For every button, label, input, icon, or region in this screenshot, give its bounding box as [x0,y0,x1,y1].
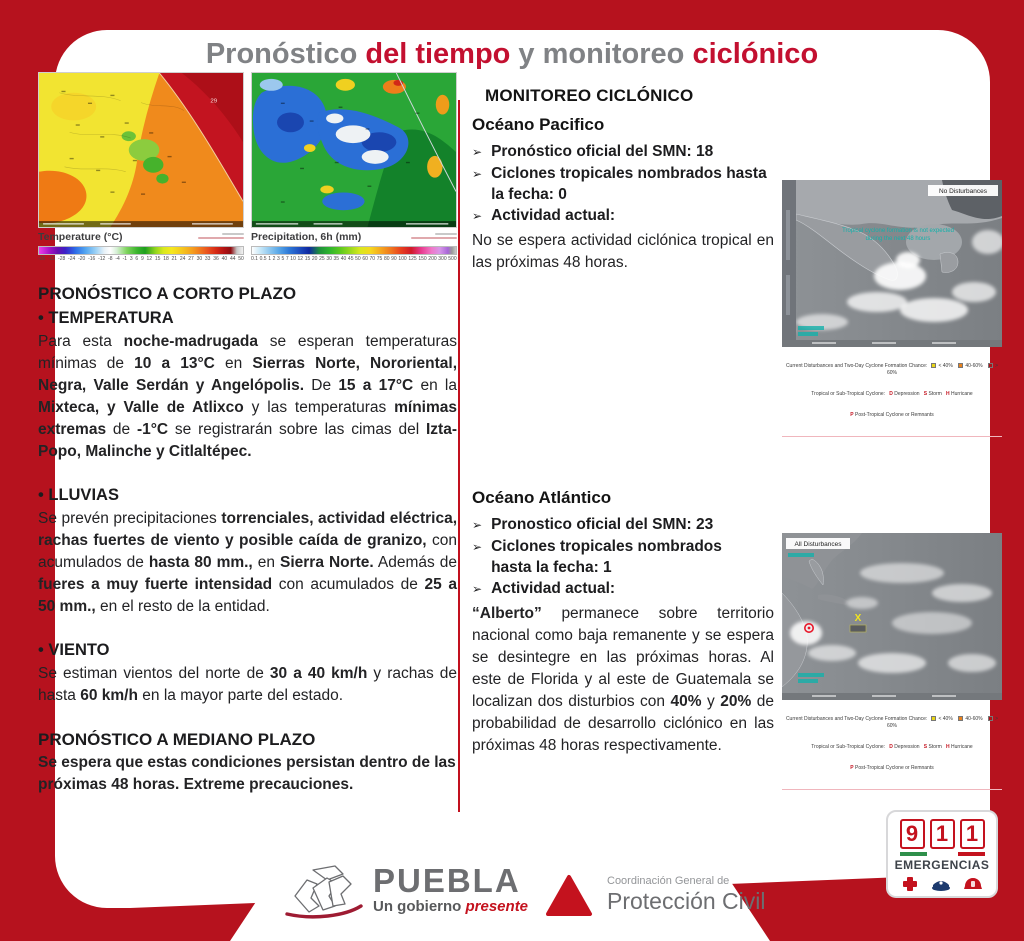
medium-term-paragraph: Se espera que estas condiciones persistan dentro de las próximas 48 horas. Extreme precauciones. [38,754,456,793]
proteccion-civil-logo [545,874,766,918]
temperature-paragraph: Para esta noche-madrugada se esperan temperaturas mínimas de 10 a 13°C en Sierras Norte, Nororiental, Negra, Valle Serdán y Angelópolis. De 15 a 17°C en la Mixteca, y Valle de Atlixco y las temperaturas mínimas extremas de -1°C se registrarán sobre las cimas del Izta-Popo, Malinche y Citlaltépec. [38,333,458,460]
pacific-activity-paragraph: No se espera actividad ciclónica tropical en las próximas 48 horas. [472,232,774,271]
pacific-annotation-line1: Tropical cyclone formation is not expected [842,228,954,234]
atlantic-satellite-image [782,533,1002,700]
pacific-bullet-2: Ciclones tropicales nombrados hasta la fecha: 0 [491,165,767,203]
wind-paragraph: Se estiman vientos del norte de 30 a 40 km/h y rachas de hasta 60 km/h en la mayor parte del estado. [38,665,458,704]
pacific-bullet-1: Pronóstico oficial del SMN: 18 [491,143,714,160]
pacific-bullet-list [472,141,774,227]
precipitation-colorbar [251,246,457,255]
pacific-title: Océano Pacifico [472,115,605,134]
temp-contour-label: 29 [210,98,218,105]
firefighter-helmet-icon [963,876,983,892]
atlantic-bullet-1: Pronostico oficial del SMN: 23 [491,516,714,533]
atlantic-bullet-list [472,514,774,600]
bullet-arrow-icon: ➢ [472,209,483,223]
satellite-legend [782,700,1002,790]
pacific-satellite-graphic [782,180,1002,437]
police-cap-icon [930,876,952,892]
e911-digit: 1 [960,819,985,849]
medium-term-title: PRONÓSTICO A MEDIANO PLAZO [38,730,316,749]
satellite-legend [782,347,1002,437]
title-part-gray1: Pronóstico [205,38,366,70]
title-part-gray2: y monitoreo [510,38,693,70]
e911-digits [900,819,985,849]
red-bar [958,852,985,856]
precipitation-map [251,72,457,262]
puebla-tagline [373,898,528,916]
short-term-title: PRONÓSTICO A CORTO PLAZO [38,284,297,303]
puebla-tagline-gray: Un gobierno [373,898,466,915]
list-item [472,163,774,205]
cgpc-line2: Protección Civil [607,888,766,914]
puebla-runners-icon [283,862,365,920]
emergency-911-badge [886,810,998,898]
green-bar [900,852,927,856]
pacific-annotation-line2: during the next 48 hours [865,236,931,242]
legend-line-remnants: P Post-Tropical Cyclone or Remnants [850,765,934,771]
bullet-arrow-icon: ➢ [472,518,483,532]
list-item [472,536,774,578]
pacific-satellite-image [782,180,1002,347]
puebla-government-logo [283,862,528,920]
temperature-heading: • TEMPERATURA [38,309,174,327]
precipitation-colorbar-ticks: 0.1 0.5 1 2 3 5 7 10 12 15 20 25 30 35 40 45 50 60 70 75 80 90 100 125 150 200 300 500 [251,256,457,262]
wind-heading: • VIENTO [38,641,110,659]
rain-heading: • LLUVIAS [38,486,119,504]
legend-line-remnants: P Post-Tropical Cyclone or Remnants [850,412,934,418]
cyclone-monitoring-heading: MONITOREO CICLÓNICO [485,86,694,105]
temperature-map [38,72,244,262]
bullet-arrow-icon: ➢ [472,167,483,181]
atlantic-satellite-graphic [782,533,1002,790]
bullet-arrow-icon: ➢ [472,145,483,159]
e911-digit: 1 [930,819,955,849]
pacific-badge: No Disturbances [938,188,988,195]
short-term-forecast-section [38,283,457,796]
forecast-maps [38,72,457,262]
legend-line-cyclone: Tropical or Sub-Tropical Cyclone: D Depression S Storm H Hurricane [811,744,973,750]
cyclone-monitoring-section [472,86,774,274]
proteccion-civil-triangle-icon [545,874,593,918]
e911-digit: 9 [900,819,925,849]
e911-flag-bars [900,852,985,856]
page-title [0,38,1024,71]
atlantic-badge: All Disturbances [794,541,842,548]
legend-line-chance: Current Disturbances and Two-Day Cyclone Formation Chance: < 40% 40-60% > 60% [785,716,1000,729]
rain-paragraph: Se prevén precipitaciones torrenciales, actividad eléctrica, rachas fuertes de viento y posible caída de granizo, con acumulados de hasta 80 mm., en Sierra Norte. Además de fueres a muy fuerte intensidad con acumulados de 25 a 50 mm., en el resto de la entidad. [38,510,457,615]
red-cross-icon [901,876,919,892]
puebla-tagline-red: presente [465,898,529,915]
proteccion-civil-wordmark [607,874,766,918]
list-item [472,578,774,600]
precipitation-map-image [251,72,457,228]
column-divider [458,100,460,812]
list-item [472,514,774,536]
disturbance-x-marker: X [854,613,862,624]
precipitation-map-fineprint [411,231,457,239]
title-part-red1: del tiempo [365,38,511,70]
bullet-arrow-icon: ➢ [472,582,483,596]
list-item [472,141,774,163]
title-part-red2: ciclónico [692,38,819,70]
atlantic-bullet-2: Ciclones tropicales nombrados hasta la fecha: 1 [491,538,722,576]
e911-service-icons [901,876,983,892]
temperature-map-fineprint [198,231,244,239]
legend-line-chance: Current Disturbances and Two-Day Cyclone Formation Chance: < 40% 40-60% > 60% [785,363,1000,376]
pacific-bullet-3: Actividad actual: [491,207,616,224]
temperature-map-image [38,72,244,228]
puebla-wordmark [373,862,528,920]
list-item [472,205,774,227]
atlantic-bullet-3: Actividad actual: [491,580,616,597]
temperature-colorbar [38,246,244,255]
temperature-map-label: Temperature (°C) [38,231,123,243]
e911-label: EMERGENCIAS [894,858,990,872]
puebla-name: PUEBLA [373,862,521,899]
atlantic-activity-paragraph: “Alberto” permanece sobre territorio nacional como baja remanente y se espera se desintegre en las próximas horas. Al este de Florida y al este de Guatemala se localizan dos disturbios con 40% y 20% de probabilidad de desarrollo ciclónico en las próximas 48 horas respectivamente. [472,605,774,754]
bullet-arrow-icon: ➢ [472,540,483,554]
atlantic-section [472,488,774,757]
legend-line-cyclone: Tropical or Sub-Tropical Cyclone: D Depression S Storm H Hurricane [811,391,973,397]
atlantic-title: Océano Atlántico [472,488,612,507]
temperature-colorbar-ticks: -36 -32 -28 -24 -20 -16 -12 -8 -4 -1 3 6 9 12 15 18 21 24 27 30 33 36 40 44 50 [38,256,244,262]
precipitation-map-label: Precipitation, 6h (mm) [251,231,362,243]
cgpc-line1: Coordinación General de [607,875,730,887]
